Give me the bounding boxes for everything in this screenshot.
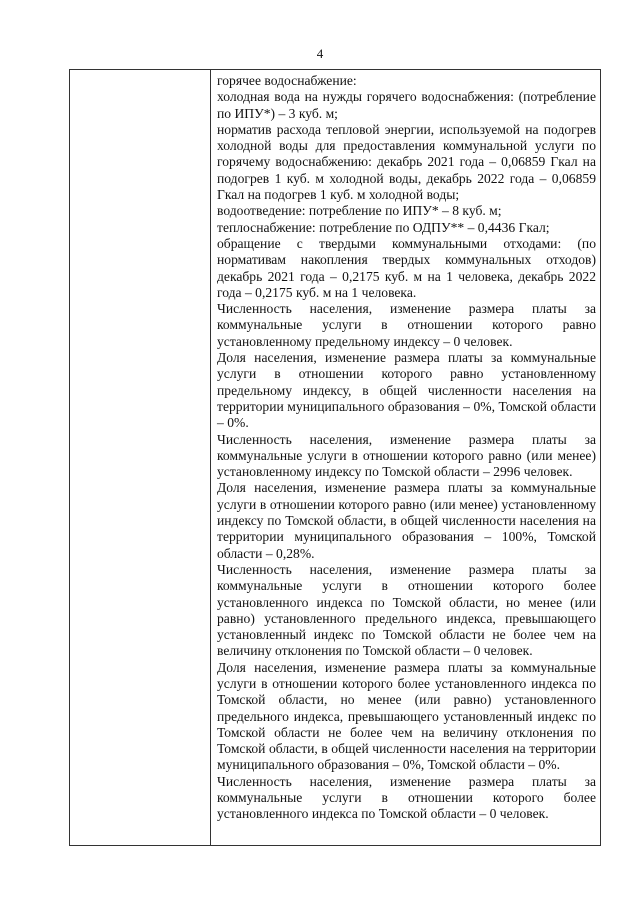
paragraph-heat-supply: теплоснабжение: потребление по ОДПУ** – 0,4436 Гкал; [217,219,550,235]
document-table [69,69,601,846]
paragraph-share-regional-index: Доля населения, изменение размера платы за коммунальные услуги в отношении которого равно (или менее) установленному индексу по Томской области, в общей численности населения на территории муниципального образования – 100%, Томской области – 0,28%. [217,480,596,561]
paragraph-waste: обращение с твердыми коммунальными отходами: (по нормативам накопления твердых коммунальных отходов) декабрь 2021 года – 0,2175 куб. м на 1 человека, декабрь 2022 года – 0,2175 куб. м на 1 человека. [217,235,596,300]
paragraph-heat-norm: норматив расхода тепловой энергии, используемой на подогрев холодной воды для предоставления коммунальной услуги по горячему водоснабжению: декабрь 2021 года – 0,06859 Гкал на подогрев 1 куб. м холодной воды, декабрь 2022 года – 0,06859 Гкал на подогрев 1 куб. м холодной воды; [217,121,596,203]
paragraph-population-equal-limit: Численность населения, изменение размера платы за коммунальные услуги в отношении которого равно установленному предельному индексу – 0 человек. [217,301,596,349]
paragraph-share-above-regional: Доля населения, изменение размера платы за коммунальные услуги в отношении которого более установленного индекса по Томской области, но менее (или равно) установленного предельного индекса, превышающего установленный индекс по Томской области не более чем на величину отклонения по Томской области, в общей численности населения на территории муниципального образования – 0%, Томской области – 0%. [217,659,596,773]
column-divider [210,70,211,845]
paragraph-cold-water: холодная вода на нужды горячего водоснабжения: (потребление по ИПУ*) – 3 куб. м; [217,89,596,121]
paragraph-drainage: водоотведение: потребление по ИПУ* – 8 куб. м; [217,203,502,219]
paragraph-population-above-index: Численность населения, изменение размера платы за коммунальные услуги в отношении которого более установленного индекса по Томской области – 0 человек. [217,773,596,822]
table-cell-content [217,73,596,823]
paragraph-population-above-regional: Численность населения, изменение размера платы за коммунальные услуги в отношении которого более установленного индекса по Томской области, но менее (или равно) установленного предельного индекса, превышающего установленный индекс по Томской области не более чем на величину отклонения по Томской области – 0 человек. [217,561,596,659]
paragraph-population-regional-index: Численность населения, изменение размера платы за коммунальные услуги в отношении которого равно (или менее) установленному индексу по Томской области – 2996 человек. [217,431,596,480]
page-number: 4 [316,46,324,61]
paragraph-share-equal-limit: Доля населения, изменение размера платы за коммунальные услуги в отношении которого равно установленному предельному индексу, в общей численности населения на территории муниципального образования – 0%, Томской области – 0%. [217,350,596,431]
paragraph-hot-water-heading: горячее водоснабжение: [217,73,357,88]
